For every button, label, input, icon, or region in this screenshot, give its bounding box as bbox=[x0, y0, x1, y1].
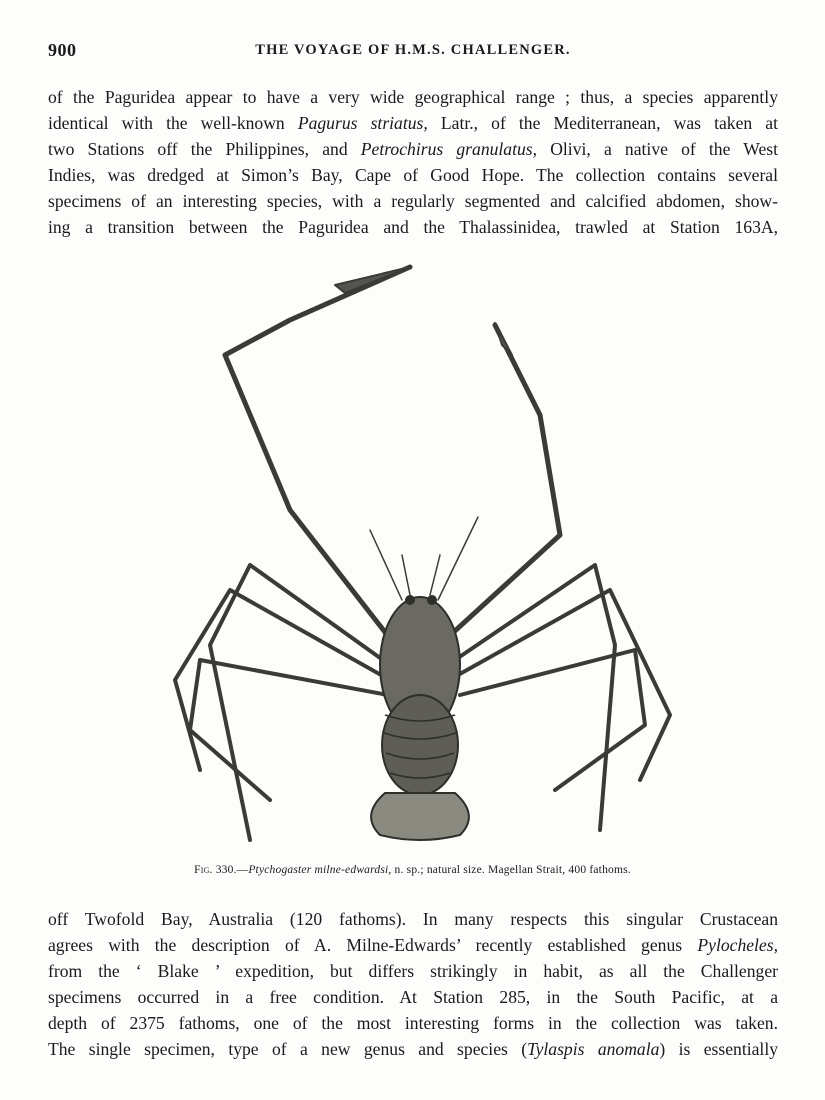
left-leg-3 bbox=[190, 660, 388, 800]
species-name: Tylaspis anomala bbox=[527, 1039, 660, 1059]
left-cheliped bbox=[225, 267, 410, 645]
left-claw bbox=[335, 267, 410, 293]
right-antenna bbox=[438, 517, 478, 600]
abdomen bbox=[382, 695, 458, 795]
text-line: ing a transition between the Paguridea and the Thalassinidea, trawled at Station 163A, bbox=[48, 217, 778, 237]
text-line: two Stations off the Philippines, and Petrochirus granulatus, Olivi, a native of the West bbox=[48, 139, 779, 159]
figure-label: Fig. 330.— bbox=[194, 864, 249, 876]
text-line: depth of 2375 fathoms, one of the most interesting forms in the collection was taken. bbox=[48, 1013, 778, 1033]
right-eye bbox=[427, 595, 437, 605]
species-name: Pagurus striatus, bbox=[297, 113, 428, 133]
page-header bbox=[48, 40, 778, 64]
right-cheliped bbox=[445, 325, 560, 640]
text-line: agrees with the description of A. Milne-Edwards’ recently established genus Pylocheles, bbox=[48, 935, 778, 955]
figure-caption bbox=[0, 864, 825, 876]
genus-name: Pylocheles, bbox=[697, 935, 778, 955]
paragraph-top bbox=[48, 84, 778, 240]
left-eye bbox=[405, 595, 415, 605]
text-line: from the ‘ Blake ’ expedition, but differs strikingly in habit, as all the Challenger bbox=[48, 961, 778, 981]
paragraph-bottom bbox=[48, 906, 778, 1062]
lobster-drawing bbox=[140, 255, 700, 855]
right-claw bbox=[495, 323, 512, 355]
caption-rest: , n. sp.; natural size. Magellan Strait, 400 fathoms. bbox=[388, 864, 631, 876]
caption-species: Ptychogaster milne-edwardsi bbox=[248, 864, 389, 876]
page-number: 900 bbox=[48, 40, 77, 60]
running-head: THE VOYAGE OF H.M.S. CHALLENGER. bbox=[255, 42, 571, 58]
text-line: of the Paguridea appear to have a very wide geographical range ; thus, a species apparently bbox=[48, 87, 778, 107]
text-line: specimens of an interesting species, with a regularly segmented and calcified abdomen, show- bbox=[48, 191, 778, 211]
text-line: off Twofold Bay, Australia (120 fathoms). In many respects this singular Crustacean bbox=[48, 909, 778, 929]
text-line: identical with the well-known Pagurus striatus, Latr., of the Mediterranean, was taken at bbox=[48, 113, 778, 133]
right-leg-3 bbox=[460, 650, 645, 790]
text-line: Indies, was dredged at Simon’s Bay, Cape of Good Hope. The collection contains several bbox=[48, 165, 778, 185]
left-antenna bbox=[370, 530, 402, 600]
text-line: specimens occurred in a free condition. At Station 285, in the South Pacific, at a bbox=[48, 987, 778, 1007]
species-name: Petrochirus granulatus, bbox=[360, 139, 538, 159]
right-leg-1 bbox=[455, 565, 615, 830]
tail-fan bbox=[371, 793, 469, 840]
crustacean-illustration bbox=[140, 255, 700, 855]
text-line: The single specimen, type of a new genus and species (Tylaspis anomala) is essentially bbox=[48, 1039, 779, 1059]
